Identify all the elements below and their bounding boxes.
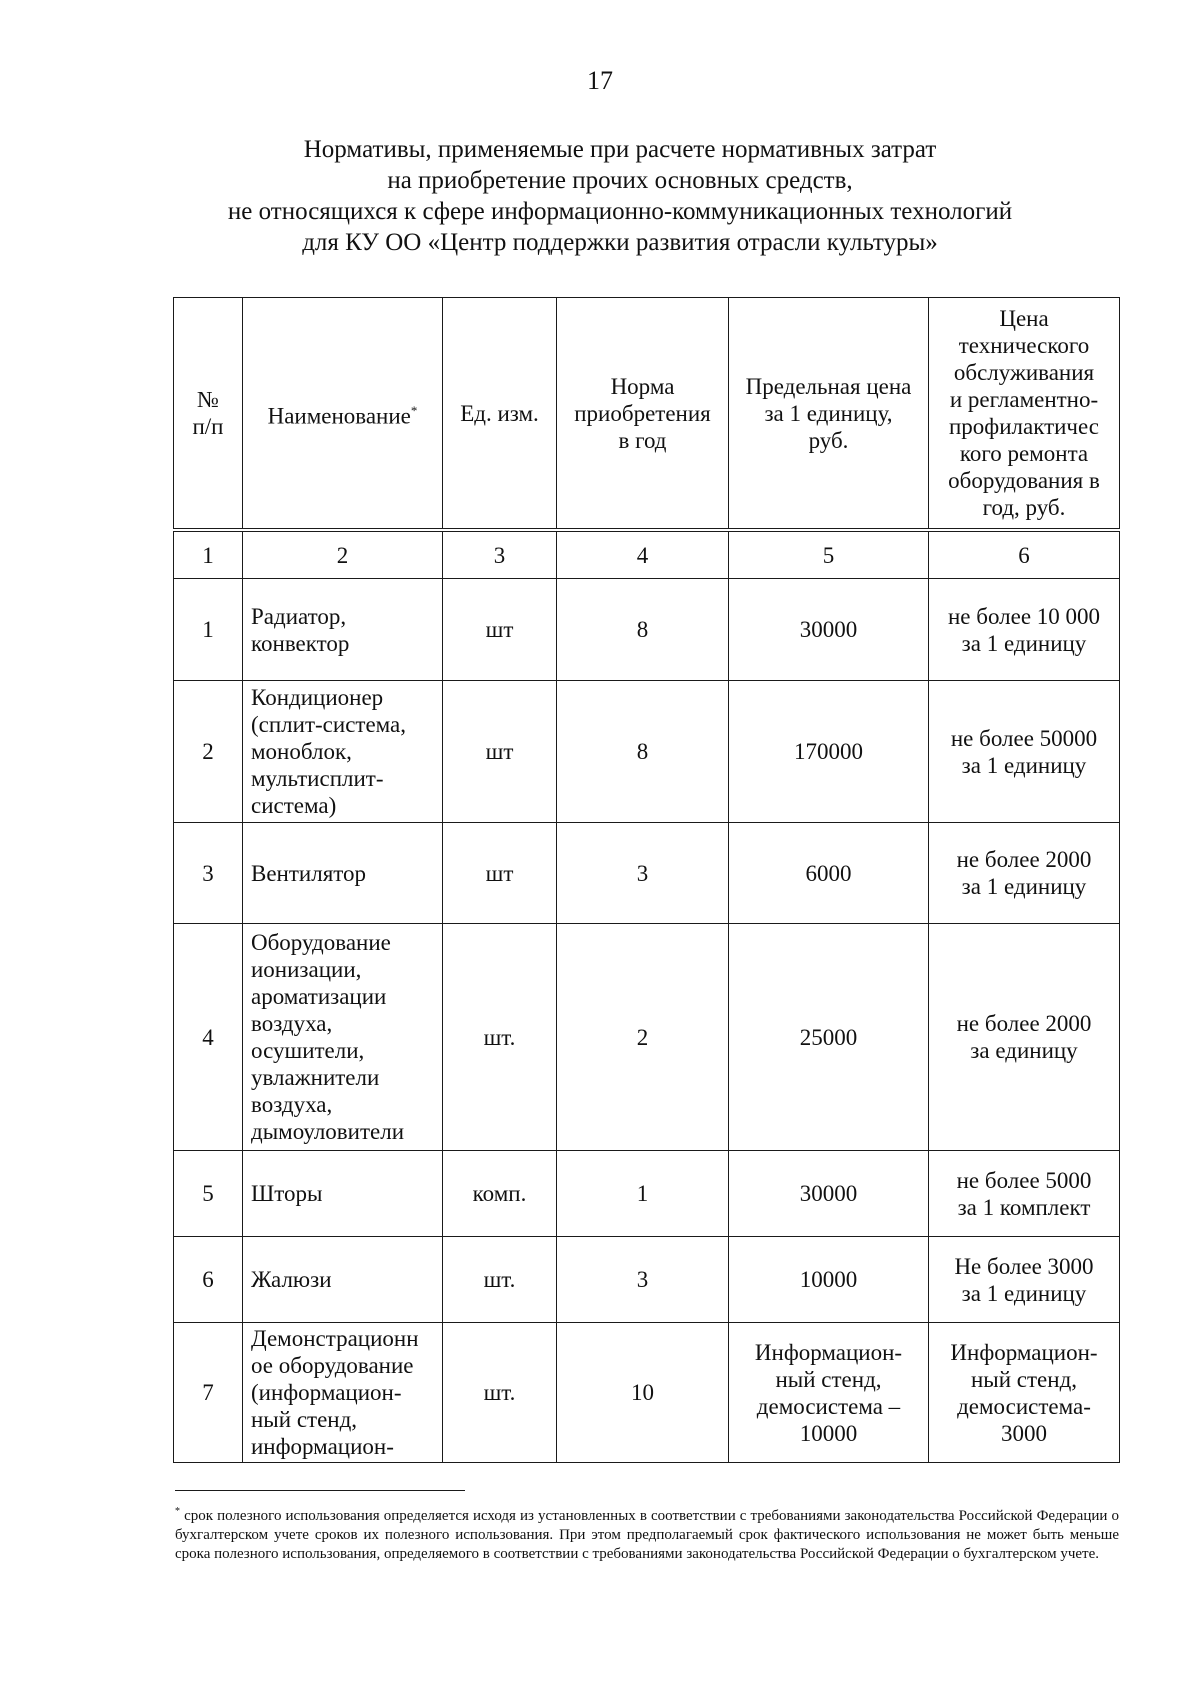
row-num: 7: [174, 1323, 243, 1463]
row-service: не более 10 000 за 1 единицу: [929, 579, 1120, 681]
row-name: Кондиционер (сплит-система, моноблок, мультисплит- система): [243, 681, 443, 823]
column-number: 2: [243, 530, 443, 579]
row-norm: 1: [557, 1151, 729, 1237]
row-price: 170000: [729, 681, 929, 823]
row-unit: комп.: [443, 1151, 557, 1237]
title-line-4: для КУ ОО «Центр поддержки развития отрасли культуры»: [302, 229, 938, 256]
row-num: 4: [174, 924, 243, 1151]
header-unit: Ед. изм.: [443, 298, 557, 531]
row-price: 30000: [729, 1151, 929, 1237]
row-name: Демонстрационн ое оборудование (информацион- ный стенд, информацион-: [243, 1323, 443, 1463]
row-service: не более 5000 за 1 комплект: [929, 1151, 1120, 1237]
row-name: Жалюзи: [243, 1237, 443, 1323]
row-price: 25000: [729, 924, 929, 1151]
row-unit: шт.: [443, 1323, 557, 1463]
footnote-text: срок полезного использования определяется исходя из установленных в соответствии с требованиями законодательства Российской Федерации о бухгалтерском учете сроков их полезного использования. При этом предполагаемый срок фактического использования не может быть меньше срока полезного использования, определяемого в соответствии с требованиями законодательства Российской Федерации о бухгалтерском учете.: [175, 1508, 1119, 1562]
document-title: [150, 134, 1090, 258]
row-name: Шторы: [243, 1151, 443, 1237]
norms-table: [173, 297, 1120, 1463]
title-line-3: не относящихся к сфере информационно-коммуникационных технологий: [227, 198, 1013, 225]
header-name-label: Наименование: [267, 403, 411, 429]
table-header-row: [174, 298, 1120, 531]
table-row: [174, 823, 1120, 924]
row-name: Радиатор, конвектор: [243, 579, 443, 681]
row-norm: 3: [557, 823, 729, 924]
title-line-1: Нормативы, применяемые при расчете нормативных затрат: [303, 136, 937, 163]
header-name: [243, 298, 443, 531]
row-norm: 2: [557, 924, 729, 1151]
row-price: Информацион- ный стенд, демосистема – 10000: [729, 1323, 929, 1463]
row-norm: 8: [557, 681, 729, 823]
column-number: 1: [174, 530, 243, 579]
row-unit: шт.: [443, 1237, 557, 1323]
row-norm: 8: [557, 579, 729, 681]
header-norm: Норма приобретения в год: [557, 298, 729, 531]
row-name: Вентилятор: [243, 823, 443, 924]
row-service: не более 2000 за единицу: [929, 924, 1120, 1151]
row-price: 6000: [729, 823, 929, 924]
row-unit: шт: [443, 823, 557, 924]
row-service: Не более 3000 за 1 единицу: [929, 1237, 1120, 1323]
row-service: не более 50000 за 1 единицу: [929, 681, 1120, 823]
title-line-2: на приобретение прочих основных средств,: [387, 167, 853, 194]
footnote-mark: *: [175, 1506, 180, 1517]
table-row: [174, 681, 1120, 823]
row-service: Информацион- ный стенд, демосистема- 3000: [929, 1323, 1120, 1463]
row-service: не более 2000 за 1 единицу: [929, 823, 1120, 924]
column-number: 6: [929, 530, 1120, 579]
row-num: 3: [174, 823, 243, 924]
column-number: 3: [443, 530, 557, 579]
row-price: 30000: [729, 579, 929, 681]
row-num: 6: [174, 1237, 243, 1323]
page-number: 17: [587, 66, 613, 95]
row-name: Оборудование ионизации, ароматизации воздуха, осушители, увлажнители воздуха, дымоуловители: [243, 924, 443, 1151]
column-number: 5: [729, 530, 929, 579]
header-price: Предельная цена за 1 единицу, руб.: [729, 298, 929, 531]
table-row: [174, 924, 1120, 1151]
table-row: [174, 579, 1120, 681]
footnote-divider: [175, 1490, 465, 1491]
header-service: Цена технического обслуживания и регламентно- профилактичес кого ремонта оборудования в год, руб.: [929, 298, 1120, 531]
row-num: 1: [174, 579, 243, 681]
row-unit: шт.: [443, 924, 557, 1151]
row-norm: 10: [557, 1323, 729, 1463]
row-norm: 3: [557, 1237, 729, 1323]
table-row: [174, 1323, 1120, 1463]
header-num: № п/п: [174, 298, 243, 531]
column-numbers-row: [174, 530, 1120, 579]
row-num: 2: [174, 681, 243, 823]
row-num: 5: [174, 1151, 243, 1237]
header-name-footnote-mark: *: [410, 402, 418, 418]
table-row: [174, 1151, 1120, 1237]
row-price: 10000: [729, 1237, 929, 1323]
column-number: 4: [557, 530, 729, 579]
row-unit: шт: [443, 579, 557, 681]
row-unit: шт: [443, 681, 557, 823]
table-row: [174, 1237, 1120, 1323]
footnote: [175, 1502, 1119, 1564]
